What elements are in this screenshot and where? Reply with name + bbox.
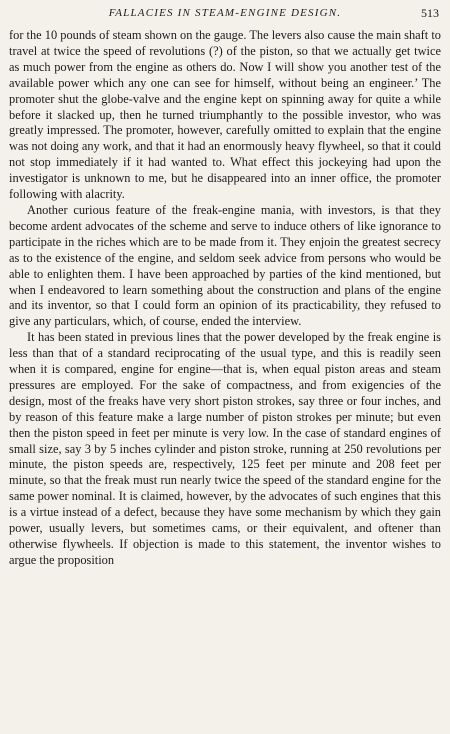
page-number: 513 <box>421 6 439 20</box>
paragraph: for the 10 pounds of steam shown on the gauge. The levers also cause the main shaft to travel at twice the speed of revolutions (?) of the piston, so that we actually get twice as much power from the engine as others do. Now I will show you another test of the available power which any one can see for himself, without being an engineer.’ The promoter shut the globe-valve and the engine kept on spinning away for quite a while before it slacked up, then he turned triumphantly to the possible investor, who was greatly impressed. The promoter, however, carefully omitted to explain that the engine was not doing any work, and that it had an enormously heavy flywheel, so that it could not stop immediately if it had wanted to. What effect this jockeying had upon the investigator is unknown to me, but he disappeared into an inner office, the promoter following with alacrity. <box>9 28 441 202</box>
page-header <box>9 2 441 28</box>
paragraph: Another curious feature of the freak-engine mania, with investors, is that they become ardent advocates of the scheme and serve to induce others of like ignorance to participate in the riches which are to be made from it. They enjoin the greatest secrecy as to the existence of the engine, and seldom seek advice from persons who would be able to enlighten them. I have been approached by parties of the kind mentioned, but when I endeavored to learn something about the construction and plans of the engine and its inventor, so that I could form an opinion of its practicability, they refused to give any particulars, which, of course, ended the interview. <box>9 202 441 329</box>
running-head: FALLACIES IN STEAM-ENGINE DESIGN. <box>108 7 342 19</box>
paragraph: It has been stated in previous lines that the power developed by the freak engine is less than that of a standard reciprocating of the usual type, and this is readily seen when it is compared, engine for engine—that is, when equal piston areas and steam pressures are employed. For the sake of compactness, and from exigencies of the design, most of the freaks have very short piston strokes, say three or four inches, and by reason of this feature make a large number of piston strokes per minute; but even then the piston speed in feet per minute is very low. In the case of standard engines of small size, say 3 by 5 inches cylinder and piston stroke, running at 250 revolutions per minute, the piston speeds are, respectively, 125 feet per minute and 208 feet per minute, so that the freak must run nearly twice the speed of the standard engine for the same power nominal. It is claimed, however, by the advocates of such engines that this is a virtue instead of a defect, because they have some mechanism by which they gain power, usually levers, but sometimes cams, or their equivalent, and oftener than otherwise flywheels. If objection is made to this statement, the inventor wishes to argue the proposition <box>9 330 441 567</box>
body-text <box>9 28 441 569</box>
